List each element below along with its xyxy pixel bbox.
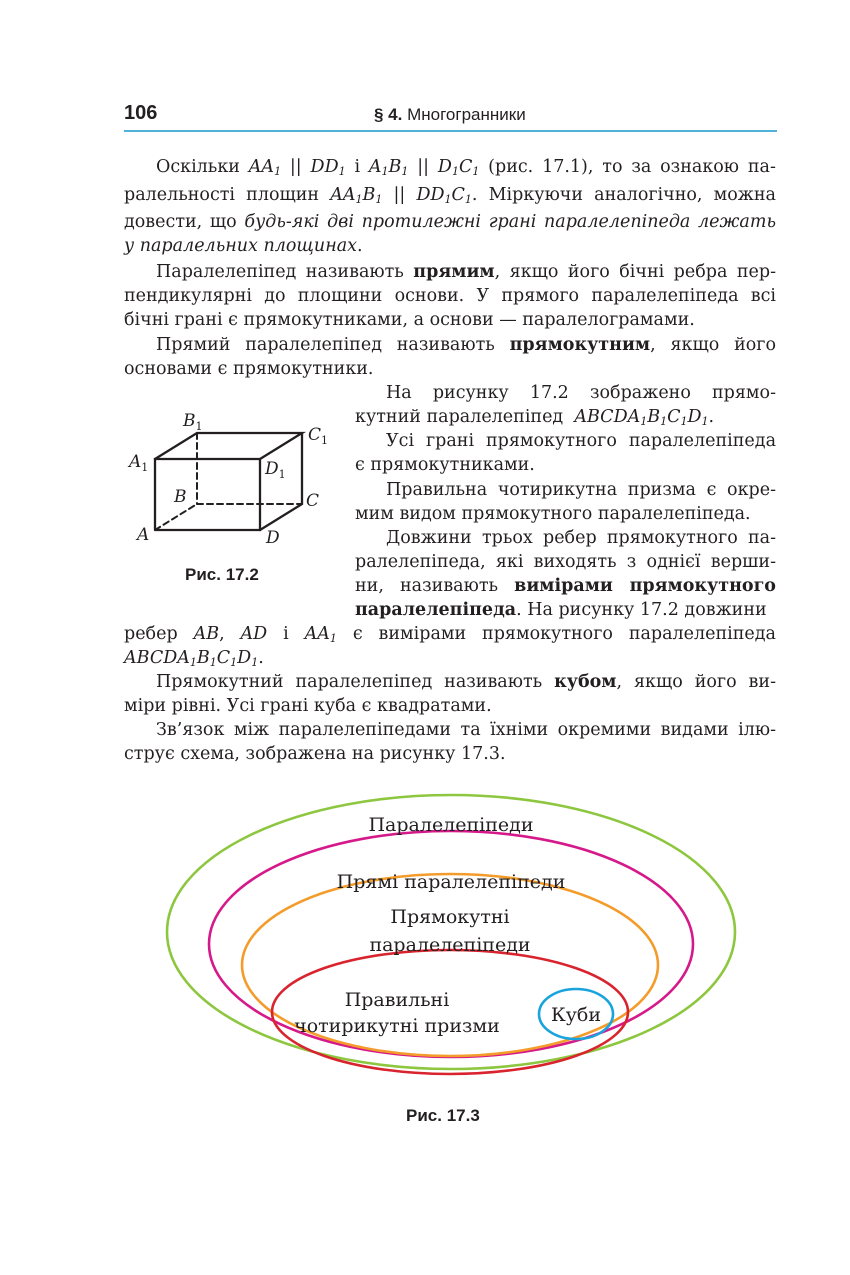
top-face (155, 433, 302, 459)
p4-line1: На рисунку 17.2 зображено прямо- (386, 383, 776, 403)
section-sign: § 4. (374, 105, 403, 124)
p3-line1: Прямий паралелепіпед називають прямокутним, якщо його (156, 335, 776, 355)
p4-line6: мим видом прямокутного паралелепіпеда. (355, 504, 751, 524)
label-prisms-line1: Правильні (344, 989, 450, 1011)
label-D1: $D_1$ (265, 459, 286, 481)
p5-line1: Прямокутний паралелепіпед називають кубом, якщо його ви- (156, 672, 776, 692)
p4-line9: ни, називають вимірами прямокутного (355, 576, 776, 596)
chapter-title (374, 105, 526, 125)
p2-line2: пендикулярні до площини основи. У прямого паралелепіпеда всі (124, 286, 776, 306)
front-face (155, 459, 260, 530)
p4-line3: Усі грані прямокутного паралелепіпеда (386, 431, 776, 451)
section-title: Многогранники (407, 105, 526, 124)
p6-line1: Зв’язок між паралелепіпедами та їхніми окремими видами ілю- (156, 720, 776, 740)
label-C1: $C_1$ (308, 425, 329, 447)
label-A1: $A_1$ (129, 452, 149, 474)
label-cubes: Куби (551, 1004, 601, 1026)
p4-line5: Правильна чотирикутна призма є окре- (386, 480, 776, 500)
label-right-parallelepipeds: Прямі паралелепіпеди (336, 871, 566, 893)
p1-line1: Оскільки $AA_1$ || $DD_1$ і $A_1B_1$ || $D_1C_1$ (рис. 17.1), то за ознакою па- (156, 157, 776, 178)
p4-line11: ребер AB, AD і $AA_1$ є вимірами прямокутного паралелепіпеда (124, 624, 776, 645)
hidden-edge-ab (155, 504, 197, 530)
label-parallelepipeds: Паралелепіпеди (368, 814, 534, 836)
p4-line10: паралелепіпеда. На рисунку 17.2 довжини (355, 600, 767, 620)
right-face (260, 433, 302, 530)
p1-line4: у паралельних площинах. (124, 236, 363, 256)
figure-17-2-parallelepiped (125, 400, 340, 550)
figure-17-2-caption: Рис. 17.2 (185, 565, 259, 584)
p4-line7: Довжини трьох ребер прямокутного па- (386, 528, 776, 548)
figure-17-3-caption: Рис. 17.3 (406, 1106, 480, 1125)
p5-line2: міри рівні. Усі грані куба є квадратами. (124, 696, 492, 716)
page-header (124, 100, 777, 132)
label-A: A (137, 525, 150, 545)
p1-line2: ралельності площин $AA_1B_1$ || $DD_1C_1$. Міркуючи аналогічно, можна (124, 185, 776, 206)
label-rectangular-line2: паралелепіпеди (369, 934, 531, 956)
p4-line8: ралелепіпеда, які виходять з однієї верши- (355, 552, 776, 572)
figure-17-3-diagram (160, 780, 745, 1090)
p3-line2: основами є прямокутники. (124, 359, 374, 379)
label-rectangular-line1: Прямокутні (390, 906, 510, 928)
p2-line1: Паралелепіпед називають прямим, якщо його бічні ребра пер- (156, 262, 776, 282)
p4-line2: кутний паралелепіпед $ABCDA_1B_1C_1D_1$. (355, 407, 715, 428)
page-number: 106 (124, 102, 158, 124)
label-C: C (306, 491, 320, 511)
label-B1: $B_1$ (183, 411, 203, 433)
label-B: B (174, 487, 187, 507)
p4-line12: $ABCDA_1B_1C_1D_1$. (124, 648, 264, 669)
p6-line2: струє схема, зображена на рисунку 17.3. (124, 744, 506, 764)
label-D: D (266, 528, 280, 548)
p2-line3: бічні грані є прямокутниками, а основи — паралелограмами. (124, 310, 695, 330)
p4-line4: є прямокутниками. (355, 455, 535, 475)
p1-line3: довести, що будь-які дві протилежні грані паралелепіпеда лежать (124, 212, 776, 232)
label-prisms-line2: чотирикутні призми (294, 1015, 500, 1037)
